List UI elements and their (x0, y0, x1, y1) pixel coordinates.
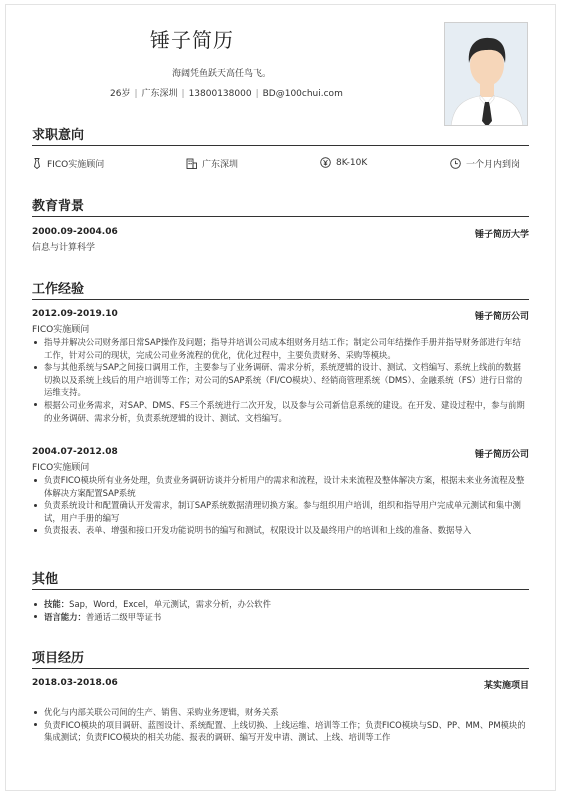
education-row (32, 227, 529, 240)
section-title-projects: 项目经历 (32, 651, 85, 666)
work-date: 2004.07-2012.08 (32, 447, 118, 457)
list-item: 负责系统设计和配置确认开发需求，制订SAP系统数据清理切换方案。参与组织用户培训，组织和指导用户完成单元测试和集中测试，用户手册的编写 (32, 499, 529, 524)
other-list (32, 598, 529, 623)
project-role: 某实施项目 (483, 681, 529, 691)
contact-city: 广东深圳 (141, 89, 178, 99)
education-major: 信息与计算科学 (32, 243, 96, 253)
work-date: 2012.09-2019.10 (32, 309, 118, 319)
work-row (32, 447, 529, 460)
list-item: 指导并解决公司财务部日常SAP操作及问题；指导并培训公司成本组财务月结工作；制定公司年结操作手册并指导财务部进行年结工作，针对公司的现状，完成公司业务流程的优化，优化过程中，主要负责财务、采购等模块。 (32, 336, 529, 361)
work-duties (32, 336, 529, 424)
section-divider (32, 668, 529, 669)
intent-position (32, 157, 104, 170)
education-date: 2000.09-2004.06 (32, 227, 118, 237)
language-label: 语言能力： (44, 611, 86, 622)
section-title-education: 教育背景 (32, 199, 85, 214)
list-item: 根据公司业务需求，对SAP、DMS、FS三个系统进行二次开发，以及参与公司新信息系统的建设。在开发、建设过程中，参与前期的业务调研、需求分析，负责系统逻辑的设计、测试、文档编写。 (32, 399, 529, 424)
project-duties (32, 706, 529, 744)
work-title: FICO实施顾问 (32, 325, 90, 335)
avatar (444, 22, 528, 126)
work-row (32, 309, 529, 322)
section-divider (32, 299, 529, 300)
list-item: 负责FICO模块所有业务处理，负责业务调研访谈并分析用户的需求和流程，设计未来流程及整体解决方案，根据未来业务流程及整体解决方案配置SAP系统 (32, 474, 529, 499)
resume-name: 锤子简历 (150, 28, 234, 52)
contact-phone: 13800138000 (188, 89, 252, 99)
list-item (32, 598, 529, 611)
education-school: 锤子简历大学 (474, 230, 529, 240)
intent-city-value: 广东深圳 (202, 160, 239, 170)
work-company: 锤子简历公司 (474, 312, 529, 322)
section-divider (32, 145, 529, 146)
contact-age: 26岁 (110, 89, 131, 99)
resume-motto: 海阔凭鱼跃天高任鸟飞。 (172, 69, 272, 79)
skill-label: 技能： (44, 599, 70, 609)
intent-salary (320, 157, 367, 168)
project-row (32, 678, 529, 691)
clock-icon (450, 158, 461, 169)
work-duties (32, 474, 529, 537)
work-company: 锤子简历公司 (474, 450, 529, 460)
intent-position-value: FICO实施顾问 (47, 160, 105, 170)
skill-value: Sap，Word，Excel，单元测试，需求分析，办公软件 (69, 599, 271, 609)
section-title-intent: 求职意向 (32, 128, 85, 143)
list-item (32, 611, 529, 624)
project-date: 2018.03-2018.06 (32, 678, 118, 688)
contact-email: BD@100chui.com (262, 89, 343, 99)
yen-icon (320, 157, 331, 168)
contact-line: 26岁 | 广东深圳 | 13800138000 | BD@100chui.com (110, 89, 343, 99)
section-divider (32, 216, 529, 217)
intent-salary-value: 8K-10K (336, 157, 368, 168)
list-item: 负责报表、表单、增强和接口开发功能说明书的编写和测试，权限设计以及最终用户的培训和上线的准备、数据导入 (32, 524, 529, 537)
list-item: 优化与内部关联公司间的生产、销售、采购业务逻辑，财务关系 (32, 706, 529, 719)
intent-city (186, 157, 238, 170)
section-title-work: 工作经验 (32, 282, 85, 297)
intent-availability-value: 一个月内到岗 (466, 160, 521, 170)
list-item: 负责FICO模块的项目调研、蓝图设计、系统配置、上线切换、上线运维、培训等工作；负责FICO模块与SD、PP、MM、PM模块的集成测试；负责FICO模块的相关功能、报表的调研、编写开发申请、测试、上线、培训等工作 (32, 719, 529, 744)
tie-icon (32, 158, 42, 169)
building-icon (186, 158, 197, 169)
list-item: 参与其他系统与SAP之间接口调用工作，主要参与了业务调研、需求分析，系统逻辑的设计、测试、文档编写、系统上线前的数据切换以及系统上线后的用户培训等工作；对公司的SAP系统（FI/CO模块）、经销商管理系统（DMS）、金融系统（FS）进行日常的运维支持。 (32, 361, 529, 399)
section-divider (32, 589, 529, 590)
work-title: FICO实施顾问 (32, 463, 90, 473)
section-title-other: 其他 (32, 572, 59, 587)
language-value: 普通话二级甲等证书 (85, 611, 162, 622)
intent-availability (450, 157, 520, 170)
